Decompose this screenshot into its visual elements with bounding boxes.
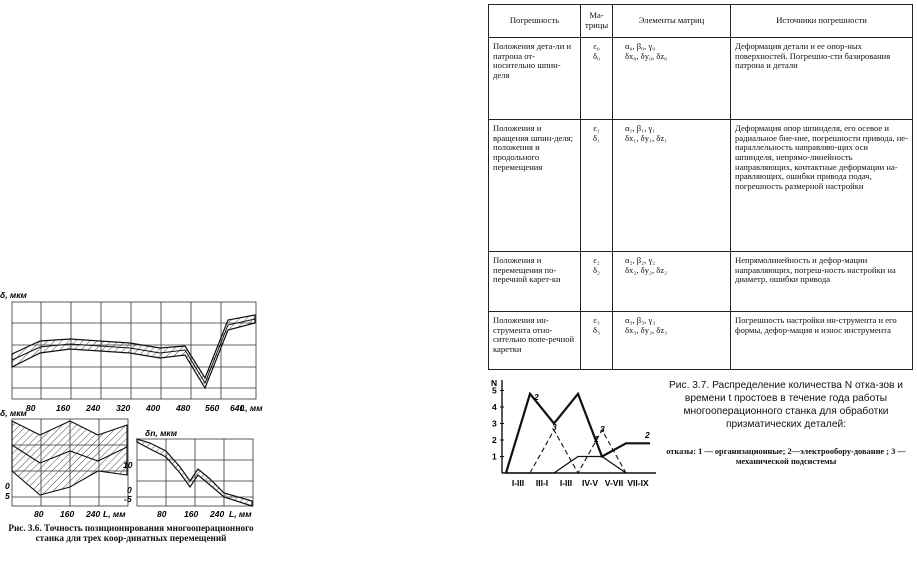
- header-error: Погрешность: [489, 5, 581, 38]
- fig36-bottom-left-plot: [0, 408, 128, 519]
- fig36-top-xtick: 320: [116, 403, 131, 413]
- cell-elements: α₀, β₀, γ₀ δx₀, δy₀, δz₀: [613, 38, 731, 120]
- cell-error: Положения и вращения шпин-деля; положения и продольного перемещения: [489, 120, 581, 252]
- cell-elements: α₂, β₂, γ₂ δx₂, δy₂, δz₂: [613, 252, 731, 312]
- fig37-ytick-label: 2: [492, 435, 497, 445]
- header-elements: Элементы матриц: [613, 5, 731, 38]
- fig36-br-xlabel: L, мм: [229, 509, 252, 519]
- cell-sources: Деформация опор шпинделя, его осевое и радиальное бие-ние, погрешности привода, не-параллельность направляю-щих оси шпинделя, непрямо-линейность направляющих, контактные деформации на-правляющих, ошибки привода подач, погрешность размерной настройки: [731, 120, 913, 252]
- fig37-xtick-label: I-III: [559, 478, 573, 488]
- fig36-bl-xtick: 240: [86, 509, 101, 519]
- fig37-ytick-label: 1: [492, 451, 497, 462]
- fig37-series-2: [506, 394, 650, 473]
- fig37-ytick-label: 5: [492, 385, 497, 396]
- fig36-br-ylabel: δn, мкм: [145, 428, 177, 438]
- fig37-chart: [488, 376, 658, 494]
- fig36-br-xtick: 160: [184, 509, 199, 519]
- fig36-top-xtick: 400: [146, 403, 161, 413]
- fig36-top-plot: [0, 290, 263, 413]
- cell-sources: Непрямолинейность и дефор-мации направляющих, погреш-ность настройки на диаметр, ошибки привода: [731, 252, 913, 312]
- fig37-ylabel: N: [491, 378, 498, 388]
- fig36-bl-xtick: 80: [34, 509, 44, 519]
- fig36-top-xlabel: L, мм: [240, 403, 263, 413]
- fig36-bl-xtick: 160: [60, 509, 75, 519]
- fig36-bl-ytick: 5: [5, 491, 10, 501]
- fig36-bottom-right-plot: [123, 428, 253, 519]
- table-row: [489, 38, 913, 120]
- fig36-br-ytick: 10: [123, 460, 133, 470]
- fig37-xtick-label: III-I: [535, 478, 549, 488]
- fig37-legend: отказы: 1 — организационные; 2—электрообору-дование ; 3 — механической подсистемы: [666, 447, 906, 466]
- fig36-top-xtick: 160: [56, 403, 71, 413]
- fig36-top-xtick: 80: [26, 403, 36, 413]
- cell-error: Положения дета-ли и патрона от-носительно шпин-деля: [489, 38, 581, 120]
- fig37-series-label: 3: [552, 422, 557, 432]
- fig36-plots: [0, 275, 265, 523]
- table-row: [489, 312, 913, 370]
- cell-matrices: ε₀ δ₀: [581, 38, 613, 120]
- cell-matrices: ε₂ δ₂: [581, 252, 613, 312]
- fig36-bl-ylabel: δ, мкм: [0, 408, 27, 418]
- cell-error: Положения ин-струмента отно-сительно попе-речной каретки: [489, 312, 581, 370]
- header-matrices: Ма- трицы: [581, 5, 613, 38]
- cell-elements: α₁, β₁, γ₁ δx₁, δy₁, δz₁: [613, 120, 731, 252]
- fig36-top-xtick: 480: [176, 403, 191, 413]
- fig37-xtick-label: I-III: [511, 478, 525, 488]
- fig36-top-xtick: 640: [230, 403, 245, 413]
- fig37-series-label: 3: [600, 424, 605, 434]
- fig37-xtick-label: IV-V: [581, 478, 599, 488]
- fig36-caption: Рис. 3.6. Точность позиционирования многооперационного станка для трех коор-динатных перемещений: [8, 523, 254, 544]
- cell-matrices: ε₁ δ₁: [581, 120, 613, 252]
- header-sources: Источники погрешности: [731, 5, 913, 38]
- table-row: [489, 252, 913, 312]
- fig36-top-xtick: 560: [205, 403, 220, 413]
- cell-matrices: ε₃ δ₃: [581, 312, 613, 370]
- cell-error: Положения и перемещения по-перечной карет-ки: [489, 252, 581, 312]
- fig37-series-label: 1: [594, 434, 599, 444]
- fig36-br-xtick: 240: [210, 509, 225, 519]
- fig36-bl-xlabel: L, мм: [103, 509, 126, 519]
- fig37-series-label: 2: [534, 392, 539, 402]
- fig37-caption: Рис. 3.7. Распределение количества N отка-зов и времени t простоев в течение года работы многооперационного станка для обработки призматических деталей:: [669, 380, 903, 431]
- fig37-series-3: [506, 430, 626, 473]
- table-header-row: [489, 5, 913, 38]
- fig37-ytick-label: 4: [492, 402, 497, 412]
- fig36-br-ytick: 0: [127, 485, 132, 495]
- fig36-br-xtick: 80: [157, 509, 167, 519]
- error-sources-table: [488, 4, 913, 370]
- fig36-top-ylabel: δ, мкм: [0, 290, 27, 300]
- table-row: [489, 120, 913, 252]
- fig37-series-1: [506, 457, 626, 474]
- fig37-xtick-label: VII-IX: [627, 478, 649, 488]
- cell-sources: Деформация детали и ее опор-ных поверхностей. Погрешно-сти базирования патрона и детали: [731, 38, 913, 120]
- fig36-bl-ytick: 0: [5, 481, 10, 491]
- fig37-series-label: 2: [645, 430, 650, 440]
- fig37-xtick-label: V-VII: [604, 478, 624, 488]
- fig36-br-ytick: -5: [124, 494, 132, 504]
- cell-sources: Погрешность настройки ин-струмента и его формы, дефор-мация и износ инструмента: [731, 312, 913, 370]
- cell-elements: α₃, β₃, γ₃ δx₃, δy₃, δz₃: [613, 312, 731, 370]
- fig36-top-xtick: 240: [86, 403, 101, 413]
- fig37-ytick-label: 3: [492, 418, 497, 429]
